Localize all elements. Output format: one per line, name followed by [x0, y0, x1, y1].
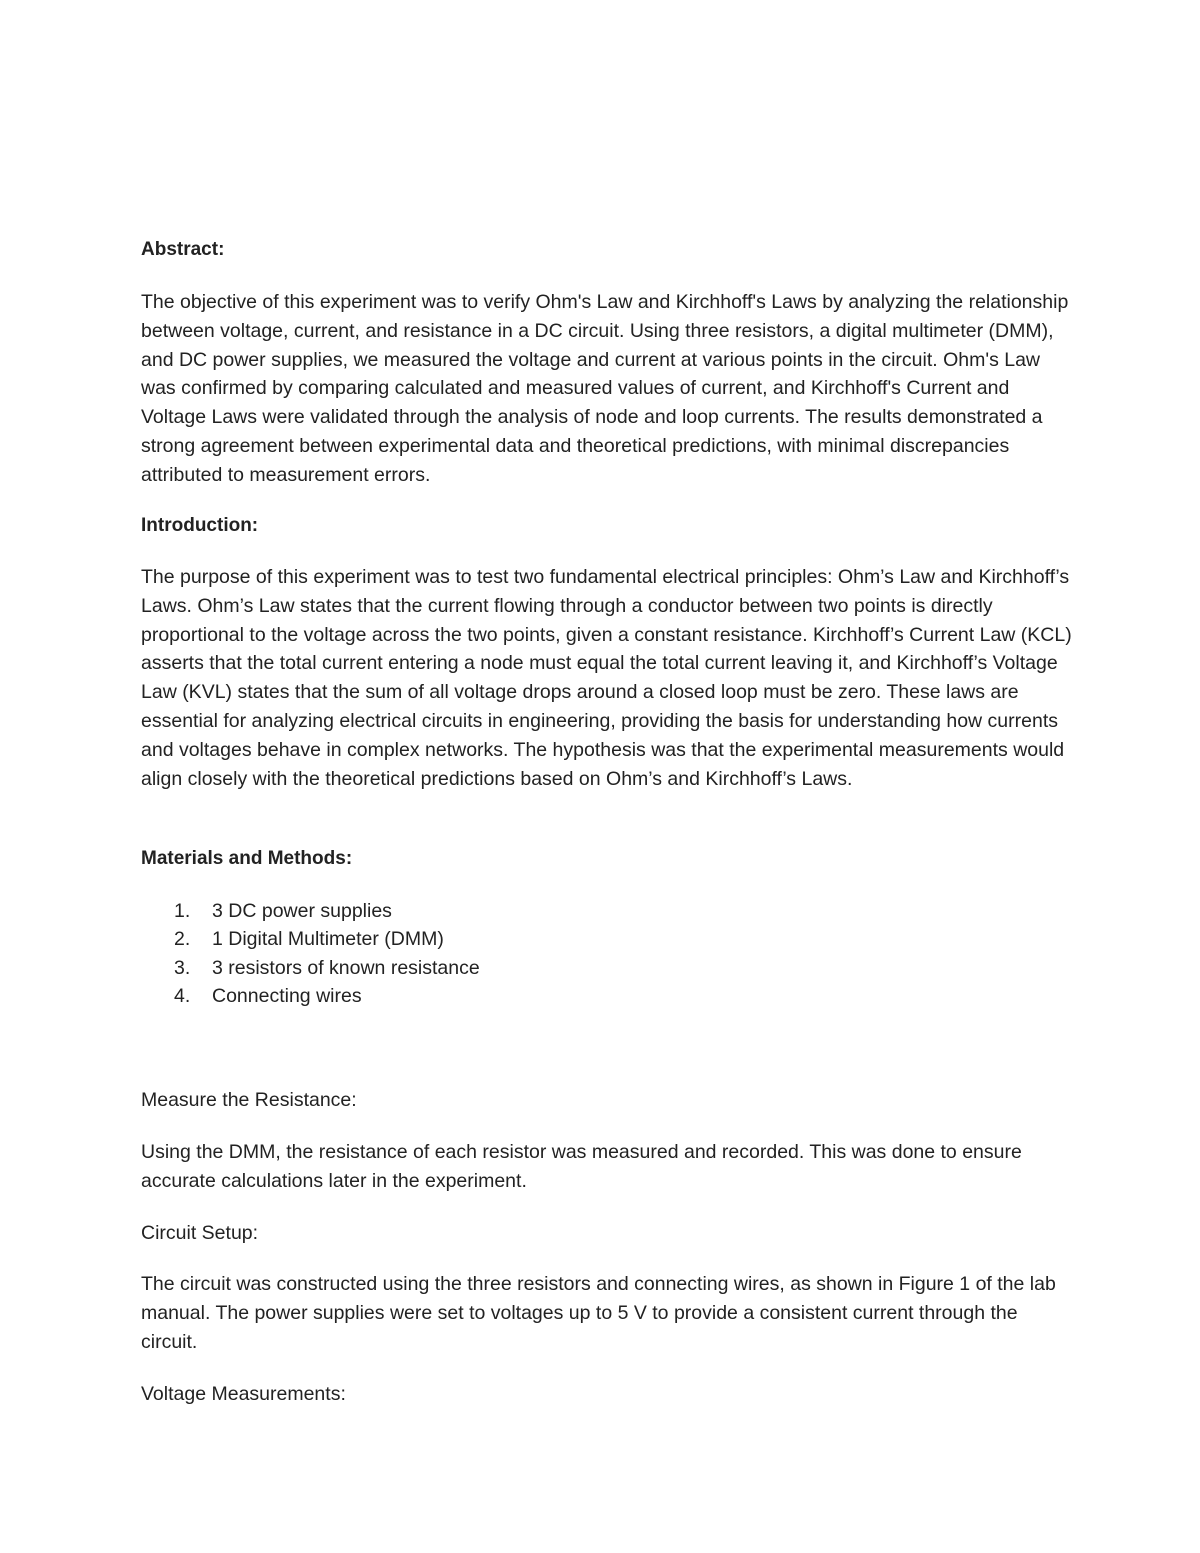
introduction-paragraph: The purpose of this experiment was to test two fundamental electrical principles: Ohm’s Law and Kirchhoff’s Laws. Ohm’s Law states that the current flowing through a conductor between two points is directly proportional to the voltage across the two points, given a constant resistance. Kirchhoff’s Current Law (KCL) asserts that the total current entering a node must equal the total current leaving it, and Kirchhoff’s Voltage Law (KVL) states that the sum of all voltage drops around a closed loop must be zero. These laws are essential for analyzing electrical circuits in engineering, providing the basis for understanding how currents and voltages behave in complex networks. The hypothesis was that the experimental measurements would align closely with the theoretical predictions based on Ohm’s and Kirchhoff’s Laws.: [141, 566, 1072, 790]
list-item: [141, 897, 480, 925]
list-item-text: 1 Digital Multimeter (DMM): [212, 928, 444, 951]
list-item-number: 1.: [174, 900, 191, 922]
voltage-label: Voltage Measurements:: [141, 1383, 346, 1405]
list-item: [141, 954, 480, 982]
list-item-text: 3 DC power supplies: [212, 900, 392, 922]
list-item-text: 3 resistors of known resistance: [212, 956, 480, 979]
materials-heading: Materials and Methods:: [141, 848, 353, 869]
list-item-number: 3.: [174, 956, 191, 979]
abstract-heading: Abstract:: [141, 239, 225, 260]
introduction-heading: Introduction:: [141, 515, 259, 536]
resistance-paragraph: Using the DMM, the resistance of each resistor was measured and recorded. This was done to ensure accurate calculations later in the experiment.: [141, 1141, 1022, 1192]
circuit-paragraph: The circuit was constructed using the three resistors and connecting wires, as shown in Figure 1 of the lab manual. The power supplies were set to voltages up to 5 V to provide a consistent current through the circuit.: [141, 1273, 1056, 1353]
resistance-label: Measure the Resistance:: [141, 1089, 357, 1111]
list-item: [141, 925, 480, 953]
list-item: [141, 982, 480, 1010]
list-item-number: 2.: [174, 928, 191, 951]
materials-list: [141, 897, 480, 1011]
list-item-number: 4.: [174, 985, 191, 1008]
circuit-label: Circuit Setup:: [141, 1222, 259, 1244]
abstract-paragraph: The objective of this experiment was to verify Ohm's Law and Kirchhoff's Laws by analyzing the relationship between voltage, current, and resistance in a DC circuit. Using three resistors, a digital multimeter (DMM), and DC power supplies, we measured the voltage and current at various points in the circuit. Ohm's Law was confirmed by comparing calculated and measured values of current, and Kirchhoff's Current and Voltage Laws were validated through the analysis of node and loop currents. The results demonstrated a strong agreement between experimental data and theoretical predictions, with minimal discrepancies attributed to measurement errors.: [141, 291, 1069, 486]
list-item-text: Connecting wires: [212, 985, 362, 1008]
